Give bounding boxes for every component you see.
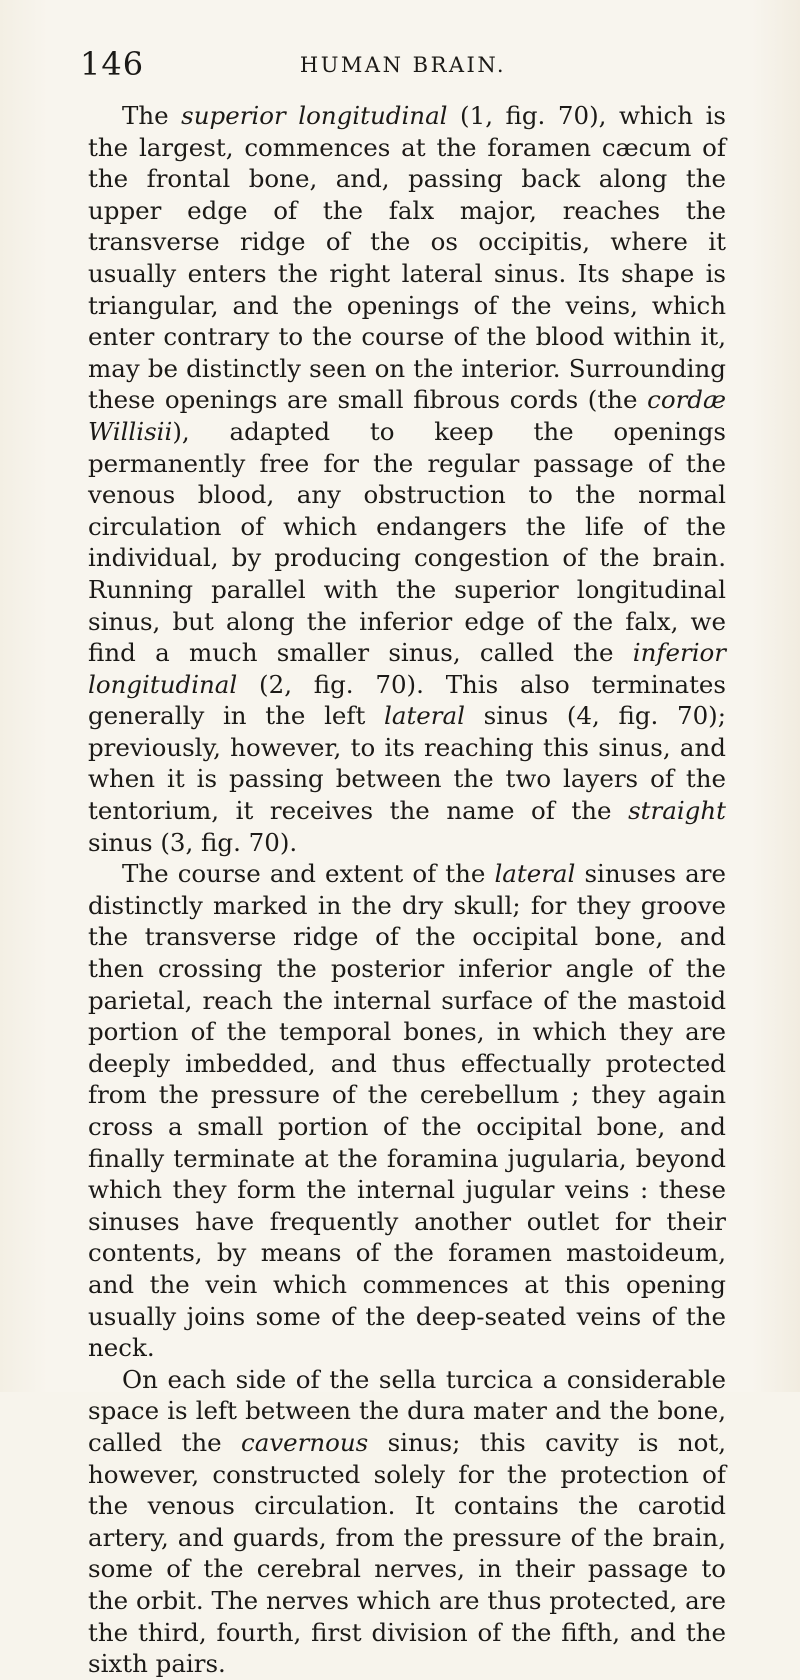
text-run: sinus (4, fig. 70); previously, however, to its reaching this sinus, and when it is passing between the two layers of the tentorium, it receives the name of the	[88, 701, 726, 826]
running-head: HUMAN BRAIN.	[299, 53, 507, 77]
text-run: (2, fig. 70). This also terminates generally in the left	[88, 669, 726, 731]
paragraph-cavernous-sinus	[88, 1364, 726, 1680]
italic-term: lateral	[384, 701, 465, 731]
italic-term: cordæ Willisii	[88, 385, 726, 446]
text-run: ), adapted to keep the openings permanently free for the regular passage of the venous blood, any obstruction to the normal circulation of which endangers the life of the individual, by producing congestion of the brain. Running parallel with the superior longitudinal sinus, but along the inferior edge of the falx, we find a much smaller sinus, called the	[88, 416, 726, 668]
italic-term: cavernous	[240, 1427, 369, 1457]
text-run: sinuses are distinctly marked in the dry skull; for they groove the transverse ridge of the occipital bone, and then crossing the posterior inferior angle of the parietal, reach the internal surface of the mastoid portion of the temporal bones, in which they are deeply imbedded, and thus effectually protected from the pressure of the cerebellum ; they again cross a small portion of the occipital bone, and finally terminate at the foramina jugularia, beyond which they form the internal jugular veins : these sinuses have frequently another outlet for their contents, by means of the foramen mastoideum, and the vein which commences at this opening usually joins some of the deep-seated veins of the neck.	[88, 859, 726, 1363]
paragraph-lateral-sinuses	[88, 858, 726, 1364]
text-run: sinus; this cavity is not, however, constructed solely for the protection of the venous circulation. It contains the carotid artery, and guards, from the pressure of the brain, some of the cerebral nerves, in their passage to the orbit. The nerves which are thus protected, are the third, fourth, first division of the fifth, and the sixth pairs.	[88, 1427, 727, 1679]
text-run: On each side of the sella turcica a considerable space is left between the dura mater and the bone, called the	[88, 1364, 726, 1457]
text-run: The course and extent of the	[122, 859, 495, 889]
italic-term: inferior longitudinal	[88, 638, 726, 699]
text-run: sinus (3, fig. 70).	[88, 827, 298, 857]
italic-term: lateral	[494, 859, 576, 889]
page-number: 146	[80, 45, 145, 83]
text-run: The	[122, 101, 182, 130]
body-text	[88, 100, 726, 1680]
paragraph-superior-longitudinal	[88, 100, 726, 858]
italic-term: superior longitudinal	[181, 101, 448, 130]
text-run: (1, fig. 70), which is the largest, commences at the foramen cæcum of the frontal bone, and, passing back along the upper edge of the falx major, reaches the transverse ridge of the os occipitis, where it usually enters the right lateral sinus. Its shape is triangular, and the openings of the veins, which enter contrary to the course of the blood within it, may be distinctly seen on the interior. Surrounding these openings are small fibrous cords (the	[88, 101, 726, 415]
italic-term: straight	[628, 796, 726, 826]
page-header	[80, 44, 726, 84]
